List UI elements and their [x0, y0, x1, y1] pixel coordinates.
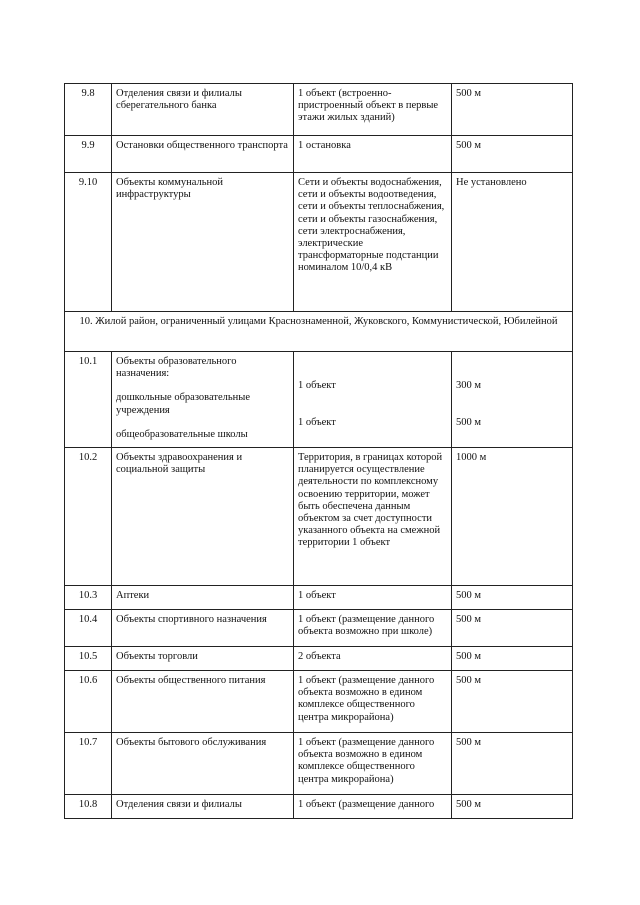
table-row [65, 671, 573, 733]
sub-object-distance: 300 м [456, 380, 482, 392]
object-count: 1 объект (размещение данного [294, 795, 452, 819]
object-name: Объекты здравоохранения и социальной защиты [112, 448, 294, 586]
table-row [65, 586, 573, 610]
table-row [65, 84, 573, 136]
object-name: Объекты коммунальной инфраструктуры [112, 173, 294, 312]
table-row [65, 610, 573, 647]
table-row [65, 647, 573, 671]
accessibility-distance: 500 м [452, 671, 573, 733]
accessibility-distance: 500 м [452, 610, 573, 647]
object-name: Отделения связи и филиалы сберегательного банка [112, 84, 294, 136]
object-name: Объекты торговли [112, 647, 294, 671]
row-number: 10.7 [65, 733, 112, 795]
row-number: 9.9 [65, 136, 112, 173]
object-count: 2 объекта [294, 647, 452, 671]
table-row [65, 795, 573, 819]
row-number: 10.8 [65, 795, 112, 819]
sub-object-name: общеобразовательные школы [116, 428, 248, 440]
object-count: Сети и объекты водоснабжения, сети и объекты водоотведения, сети и объекты теплоснабжения, сети и объекты газоснабжения, сети электроснабжения, электрические трансформаторные подстанции номиналом 10/0,4 кВ [294, 173, 452, 312]
section-row [65, 312, 573, 352]
object-name: Объекты общественного питания [112, 671, 294, 733]
row-number: 10.4 [65, 610, 112, 647]
object-name: Объекты бытового обслуживания [112, 733, 294, 795]
object-count: 1 объект (размещение данного объекта возможно в едином комплексе общественного центра микрорайона) [294, 671, 452, 733]
table-row [65, 733, 573, 795]
row-number: 10.2 [65, 448, 112, 586]
object-count [294, 352, 452, 448]
object-count: 1 объект (встроенно-пристроенный объект в первые этажи жилых зданий) [294, 84, 452, 136]
table-row [65, 352, 573, 448]
object-name: Остановки общественного транспорта [112, 136, 294, 173]
object-name: Отделения связи и филиалы [112, 795, 294, 819]
row-number: 9.10 [65, 173, 112, 312]
object-count: Территория, в границах которой планируется осуществление деятельности по комплексному освоению территории, может быть обеспечена данным объектом за счет доступности указанного объекта на смежной территории 1 объект [294, 448, 452, 586]
object-group-title: Объекты образовательного назначения: [116, 356, 237, 380]
table-row [65, 136, 573, 173]
accessibility-distance: 500 м [452, 136, 573, 173]
accessibility-distance: 500 м [452, 84, 573, 136]
accessibility-distance: Не установлено [452, 173, 573, 312]
accessibility-distance: 1000 м [452, 448, 573, 586]
sub-object-count: 1 объект [298, 380, 336, 392]
object-name: Объекты спортивного назначения [112, 610, 294, 647]
object-count: 1 объект [294, 586, 452, 610]
row-number: 10.5 [65, 647, 112, 671]
object-name: Аптеки [112, 586, 294, 610]
sub-object-name: дошкольные образовательные учреждения [116, 392, 251, 416]
requirements-table [64, 83, 573, 819]
sub-object-distance: 500 м [456, 416, 482, 428]
table-row [65, 173, 573, 312]
row-number: 10.1 [65, 352, 112, 448]
accessibility-distance: 500 м [452, 795, 573, 819]
section-heading: 10. Жилой район, ограниченный улицами Краснознаменной, Жуковского, Коммунистической, Юбилейной [65, 312, 573, 352]
object-count: 1 объект (размещение данного объекта возможно при школе) [294, 610, 452, 647]
row-number: 10.3 [65, 586, 112, 610]
accessibility-distance: 500 м [452, 647, 573, 671]
accessibility-distance: 500 м [452, 733, 573, 795]
accessibility-distance: 500 м [452, 586, 573, 610]
row-number: 10.6 [65, 671, 112, 733]
object-name [112, 352, 294, 448]
object-count: 1 остановка [294, 136, 452, 173]
accessibility-distance [452, 352, 573, 448]
sub-object-count: 1 объект [298, 416, 336, 428]
object-count: 1 объект (размещение данного объекта возможно в едином комплексе общественного центра микрорайона) [294, 733, 452, 795]
table-row [65, 448, 573, 586]
row-number: 9.8 [65, 84, 112, 136]
